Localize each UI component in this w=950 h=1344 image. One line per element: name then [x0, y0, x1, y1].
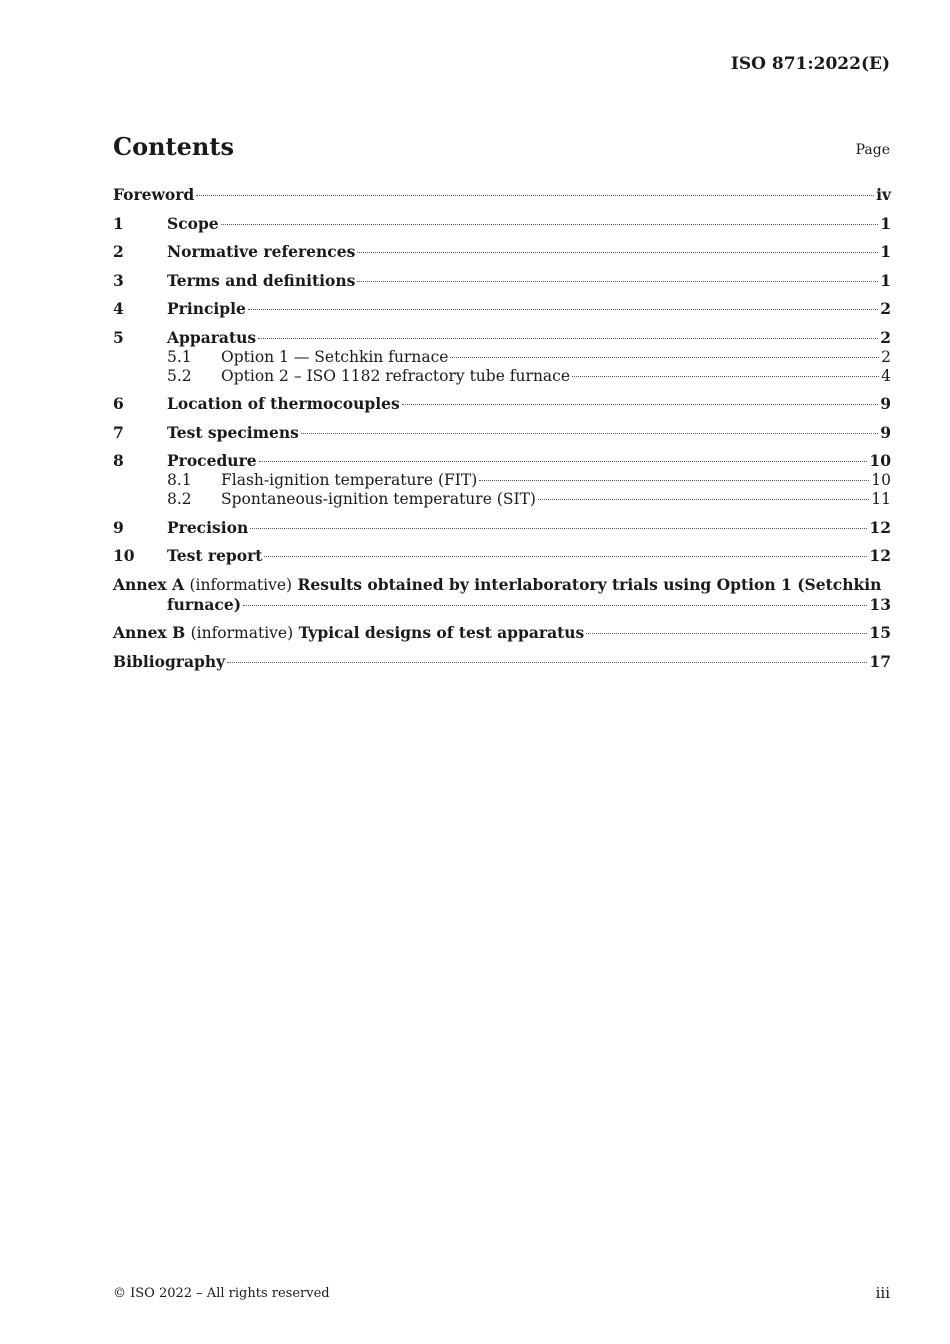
dot-leader: [586, 633, 867, 634]
toc-entry-option-2[interactable]: [113, 367, 891, 386]
toc-entry-apparatus[interactable]: [113, 328, 891, 348]
toc-page: 17: [869, 651, 891, 671]
dot-leader: [357, 252, 878, 253]
toc-title: Spontaneous-ignition temperature (SIT): [221, 490, 536, 508]
annex-title-line-2: furnace): [167, 594, 242, 614]
toc-number: 7: [113, 422, 124, 442]
toc-page: 12: [869, 546, 891, 565]
toc-number: 5.2: [167, 366, 192, 385]
toc-title: Test specimens: [167, 422, 299, 442]
copyright-notice: © ISO 2022 – All rights reserved: [113, 1286, 330, 1301]
dot-leader: [196, 195, 874, 196]
annex-type: (informative): [189, 575, 293, 594]
toc-page: 1: [880, 242, 891, 261]
toc-title: Principle: [167, 299, 246, 318]
toc-entry-terms-and-definitions[interactable]: [113, 271, 891, 291]
toc-entry-annex-b[interactable]: [113, 623, 891, 643]
toc-number: 1: [113, 213, 124, 233]
dot-leader: [259, 461, 868, 462]
toc-entry-principle[interactable]: [113, 299, 891, 319]
page-number: iii: [875, 1284, 890, 1302]
toc-title: Scope: [167, 213, 219, 233]
toc-entry-bibliography[interactable]: [113, 652, 891, 672]
toc-number: 8.2: [167, 490, 192, 508]
toc-title: Test report: [167, 546, 263, 565]
annex-title-line-1: Results obtained by interlaboratory trials using Option 1 (Setchkin: [297, 574, 882, 594]
toc-page: 10: [871, 471, 891, 489]
page-column-label: Page: [855, 142, 890, 158]
dot-leader: [538, 499, 869, 500]
toc-title: Terms and definitions: [167, 270, 356, 290]
dot-leader: [250, 528, 867, 529]
toc-number: 2: [113, 242, 124, 261]
toc-page: 9: [880, 394, 891, 413]
toc-page: 11: [871, 490, 891, 508]
toc-page: 1: [880, 213, 891, 233]
dot-leader: [357, 281, 878, 282]
toc-number: 5.1: [167, 347, 192, 366]
toc-title: Location of thermocouples: [167, 394, 400, 413]
toc-page: 1: [880, 270, 891, 290]
toc-page: 10: [869, 451, 891, 470]
toc-page: 12: [869, 517, 891, 537]
toc-entry-scope[interactable]: [113, 214, 891, 234]
toc-page: 2: [881, 347, 891, 366]
toc-entry-precision[interactable]: [113, 518, 891, 538]
dot-leader: [243, 605, 867, 606]
toc-number: 4: [113, 299, 124, 318]
toc-number: 8.1: [167, 471, 192, 489]
toc-title: Flash-ignition temperature (FIT): [221, 471, 478, 489]
annex-label: Annex B: [113, 623, 186, 642]
toc-entry-option-1[interactable]: [113, 348, 891, 367]
toc-number: 8: [113, 451, 124, 470]
toc-title: Option 2 – ISO 1182 refractory tube furnace: [221, 366, 571, 385]
toc-entry-flash-ignition[interactable]: [113, 471, 891, 490]
toc-page: iv: [876, 185, 891, 204]
document-code: ISO 871:2022(E): [730, 54, 890, 74]
dot-leader: [264, 556, 867, 557]
toc-entry-spontaneous-ignition[interactable]: [113, 490, 891, 509]
toc-number: 10: [113, 546, 135, 565]
toc-entry-test-report[interactable]: [113, 546, 891, 566]
toc-entry-normative-references[interactable]: [113, 242, 891, 262]
dot-leader: [258, 338, 878, 339]
dot-leader: [301, 433, 878, 434]
dot-leader: [221, 224, 879, 225]
toc-number: 5: [113, 327, 124, 347]
toc-entry-foreword[interactable]: [113, 185, 891, 205]
dot-leader: [572, 376, 879, 377]
toc-page: 9: [880, 422, 891, 442]
dot-leader: [450, 357, 879, 358]
dot-leader: [479, 480, 869, 481]
toc-title: Bibliography: [113, 651, 226, 671]
toc-entry-procedure[interactable]: [113, 451, 891, 471]
toc-title: Option 1 — Setchkin furnace: [221, 347, 449, 366]
toc-number: 3: [113, 270, 124, 290]
dot-leader: [248, 309, 878, 310]
toc-entry-annex-a[interactable]: [113, 575, 891, 615]
toc-title: Foreword: [113, 185, 195, 204]
toc-page: 2: [880, 327, 891, 347]
annex-type: (informative): [190, 624, 294, 642]
toc-entry-test-specimens[interactable]: [113, 423, 891, 443]
dot-leader: [227, 662, 867, 663]
dot-leader: [402, 404, 878, 405]
toc-number: 6: [113, 394, 124, 413]
toc-title: Normative references: [167, 242, 356, 261]
toc-page: 13: [869, 594, 891, 614]
toc-page: 15: [869, 623, 891, 642]
toc-page: 2: [880, 299, 891, 318]
toc-number: 9: [113, 517, 124, 537]
toc-title: Apparatus: [167, 327, 257, 347]
toc-title: Procedure: [167, 451, 257, 470]
table-of-contents: [113, 185, 891, 672]
toc-entry-location-of-thermocouples[interactable]: [113, 394, 891, 414]
annex-title: Typical designs of test apparatus: [298, 623, 585, 642]
annex-label: Annex A: [113, 574, 185, 594]
toc-page: 4: [881, 366, 891, 385]
contents-title: Contents: [113, 132, 234, 161]
toc-title: Precision: [167, 517, 249, 537]
